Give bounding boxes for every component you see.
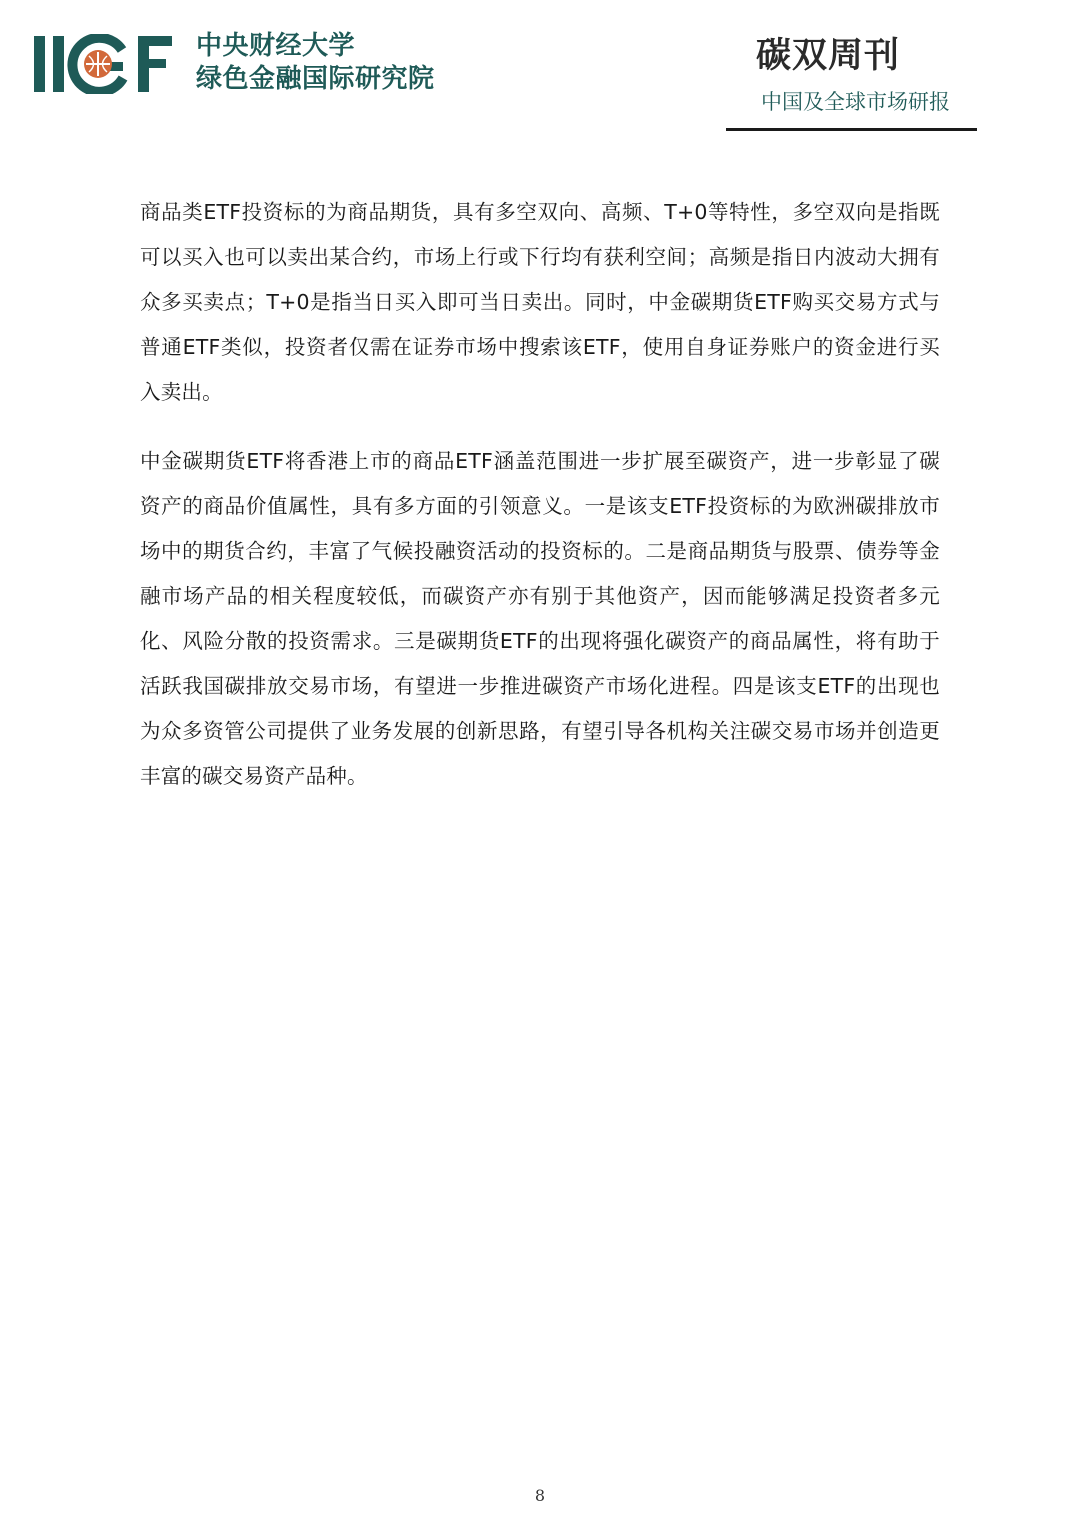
- publication-title: 碳双周刊: [755, 36, 900, 76]
- logo-bar-2: [53, 36, 64, 92]
- logo-bar-1: [34, 36, 45, 92]
- page-number: 8: [534, 1486, 546, 1505]
- logo-globe-g: [72, 38, 123, 92]
- logo-letter-f: [138, 36, 172, 92]
- paragraph-1: 商品类ETF投资标的为商品期货，具有多空双向、高频、T+0等特性，多空双向是指既可以买入也可以卖出某合约，市场上行或下行均有获利空间；高频是指日内波动大拥有众多买卖点；T+0是指当日买入即可当日卖出。同时，中金碳期货ETF购买交易方式与普通ETF类似，投资者仅需在证券市场中搜索该ETF，使用自身证券账户的资金进行买入卖出。: [140, 200, 940, 404]
- body-content: [140, 190, 940, 823]
- org-name-line-1: 中央财经大学: [196, 31, 356, 61]
- paragraph-2: 中金碳期货ETF将香港上市的商品ETF涵盖范围进一步扩展至碳资产，进一步彰显了碳资产的商品价值属性，具有多方面的引领意义。一是该支ETF投资标的为欧洲碳排放市场中的期货合约，丰富了气候投融资活动的投资标的。二是商品期货与股票、债券等金融市场产品的相关程度较低，而碳资产亦有别于其他资产，因而能够满足投资者多元化、风险分散的投资需求。三是碳期货ETF的出现将强化碳资产的商品属性，将有助于活跃我国碳排放交易市场，有望进一步推进碳资产市场化进程。四是该支ETF的出现也为众多资管公司提供了业务发展的创新思路，有望引导各机构关注碳交易市场并创造更丰富的碳交易资产品种。: [140, 449, 940, 788]
- org-name-line-2: 绿色金融国际研究院: [196, 64, 435, 94]
- publication-subtitle: 中国及全球市场研报: [761, 90, 950, 114]
- organization-name: [196, 30, 435, 96]
- header-divider: [726, 128, 977, 131]
- iigf-logo: [34, 34, 174, 94]
